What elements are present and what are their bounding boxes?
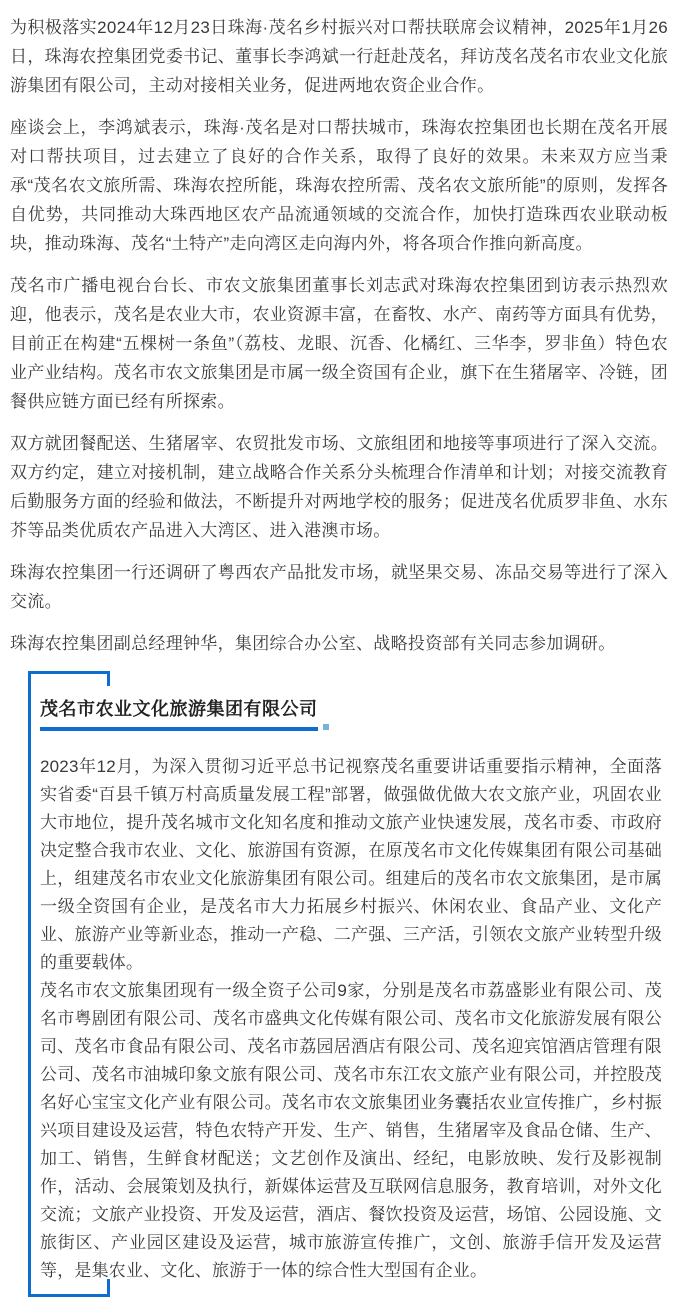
company-paragraph: 2023年12月，为深入贯彻习近平总书记视察茂名重要讲话重要指示精神，全面落实省委“百县千镇万村高质量发展工程”部署，做强做优做大农文旅产业，巩固农业大市地位，提升茂名城市文化知名度和推动文旅产业快速发展，茂名市委、市政府决定整合我市农业、文化、旅游国有资源，在原茂名市文化传媒集团有限公司基础上，组建茂名市农业文化旅游集团有限公司。组建后的茂名市农文旅集团，是市属一级全资国有企业，是茂名市大力拓展乡村振兴、休闲农业、食品产业、文化产业、旅游产业等新业态，推动一产稳、二产强、三产活，引领农文旅产业转型升级的重要载体。 [40, 757, 662, 972]
company-description [40, 753, 662, 1285]
box-corner-bracket-bottom [28, 1279, 110, 1297]
article-paragraph: 茂名市广播电视台台长、市农文旅集团董事长刘志武对珠海农控集团到访表示热烈欢迎，他表示，茂名是农业大市，农业资源丰富，在畜牧、水产、南药等方面具有优势，目前正在构建“五棵树一条鱼”（荔枝、龙眼、沉香、化橘红、三华李，罗非鱼）特色农业产业结构。茂名市农文旅集团是市属一级全资国有企业，旗下在生猪屠宰、冷链，团餐供应链方面已经有所探索。 [10, 276, 668, 411]
underline-end-square-icon [323, 724, 329, 730]
article-paragraph: 珠海农控集团一行还调研了粤西农产品批发市场，就坚果交易、冻品交易等进行了深入交流。 [10, 563, 668, 611]
company-paragraph: 茂名市农文旅集团现有一级全资子公司9家，分别是茂名市荔盛影业有限公司、茂名市粤剧团有限公司、茂名市盛典文化传媒有限公司、茂名市文化旅游发展有限公司、茂名市食品有限公司、茂名市荔园居酒店有限公司、茂名迎宾馆酒店管理有限公司、茂名市油城印象文旅有限公司、茂名市东江农文旅产业有限公司，并控股茂名好心宝宝文化产业有限公司。茂名市农文旅集团业务囊括农业宣传推广，乡村振兴项目建设及运营，特色农特产开发、生产、销售，生猪屠宰及食品仓储、生产、加工、销售，生鲜食材配送；文艺创作及演出、经纪，电影放映、发行及影视制作，活动、会展策划及执行，新媒体运营及互联网信息服务，教育培训，对外文化交流；文旅产业投资、开发及运营，酒店、餐饮投资及运营，场馆、公园设施、文旅街区、产业园区建设及运营，城市旅游宣传推广，文创、旅游手信开发及运营等，是集农业、文化、旅游于一体的综合性大型国有企业。 [40, 981, 662, 1280]
box-corner-bracket-top [28, 671, 110, 686]
company-title-row [40, 697, 662, 731]
company-info-box [28, 671, 674, 1297]
article-paragraph: 珠海农控集团副总经理钟华，集团综合办公室、战略投资部有关同志参加调研。 [10, 634, 616, 653]
article-paragraph: 为积极落实2024年12月23日珠海·茂名乡村振兴对口帮扶联席会议精神，2025年1月26日，珠海农控集团党委书记、董事长李鸿斌一行赶赴茂名，拜访茂名茂名市农业文化旅游集团有限公司，主动对接相关业务，促进两地农资企业合作。 [10, 18, 668, 95]
article-paragraph: 座谈会上，李鸿斌表示，珠海·茂名是对口帮扶城市，珠海农控集团也长期在茂名开展对口帮扶项目，过去建立了良好的合作关系，取得了良好的效果。未来双方应当秉承“茂名农文旅所需、珠海农控所能，珠海农控所需、茂名农文旅所能”的原则，发挥各自优势，共同推动大珠西地区农产品流通领域的交流合作，加快打造珠西农业联动板块，推动珠海、茂名“土特产”走向湾区走向海内外，将各项合作推向新高度。 [10, 118, 668, 253]
company-name-heading: 茂名市农业文化旅游集团有限公司 [40, 697, 318, 731]
article-paragraph: 双方就团餐配送、生猪屠宰、农贸批发市场、文旅组团和地接等事项进行了深入交流。双方约定，建立对接机制，建立战略合作关系分头梳理合作清单和计划；对接交流教育后勤服务方面的经验和做法，不断提升对两地学校的服务；促进茂名优质罗非鱼、水东芥等品类优质农产品进入大湾区、进入港澳市场。 [10, 434, 668, 540]
